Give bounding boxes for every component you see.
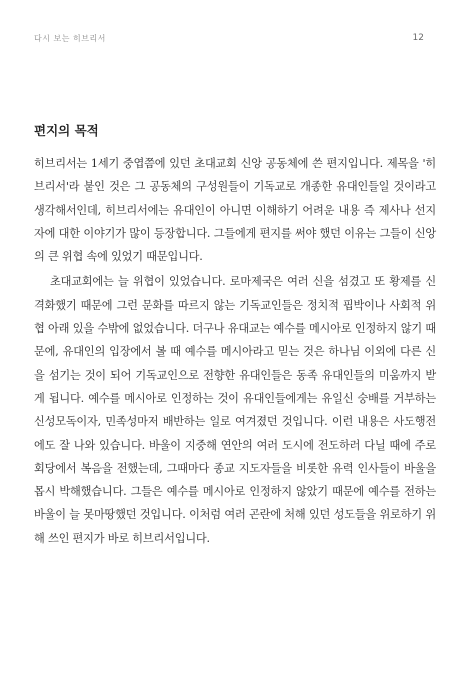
book-title: 다시 보는 히브리서 xyxy=(34,34,106,43)
paragraph: 초대교회에는 늘 위협이 있었습니다. 로마제국은 여러 신을 섬겼고 또 황제를 신격화했기 때문에 그런 문화를 따르지 않는 기독교인들은 정치적 핍박이나 사회적 위협 아래 있을 수밖에 없었습니다. 더구나 유대교는 예수를 메시아로 인정하지 않기 때문에, 유대인의 입장에서 볼 때 예수를 메시아라고 믿는 것은 하나님 이외에 다른 신을 섬기는 것이 되어 기독교인으로 전향한 유대인들은 동족 유대인들의 미움까지 받게 됩니다. 예수를 메시아로 인정하는 것이 유대인들에게는 유일신 숭배를 거부하는 신성모독이자, 민족성마저 배반하는 일로 여겨졌던 것입니다. 이런 내용은 사도행전에도 잘 나와 있습니다. 바울이 지중해 연안의 여러 도시에 전도하러 다닐 때에 주로 회당에서 복음을 전했는데, 그때마다 종교 지도자들을 비롯한 유력 인사들이 바울을 몹시 박해했습니다. 그들은 예수를 메시아로 인정하지 않았기 때문에 예수를 전하는 바울이 늘 못마땅했던 것입니다. 이처럼 여러 곤란에 처해 있던 성도들을 위로하기 위해 쓰인 편지가 바로 히브리서입니다. xyxy=(34,275,436,545)
body-text xyxy=(34,152,436,550)
paragraph: 히브리서는 1세기 중엽쯤에 있던 초대교회 신앙 공동체에 쓴 편지입니다. 제목을 '히브리서'라 붙인 것은 그 공동체의 구성원들이 기독교로 개종한 유대인들일 것이라고 생각해서인데, 히브리서에는 유대인이 아니면 이해하기 어려운 내용 즉 제사나 선지자에 대한 이야기가 많이 등장합니다. 그들에게 편지를 써야 했던 이유는 그들이 신앙의 큰 위협 속에 있었기 때문입니다. xyxy=(34,157,436,264)
page-number: 12 xyxy=(412,33,424,43)
section-title: 편지의 목적 xyxy=(34,123,99,138)
running-header xyxy=(34,33,424,47)
